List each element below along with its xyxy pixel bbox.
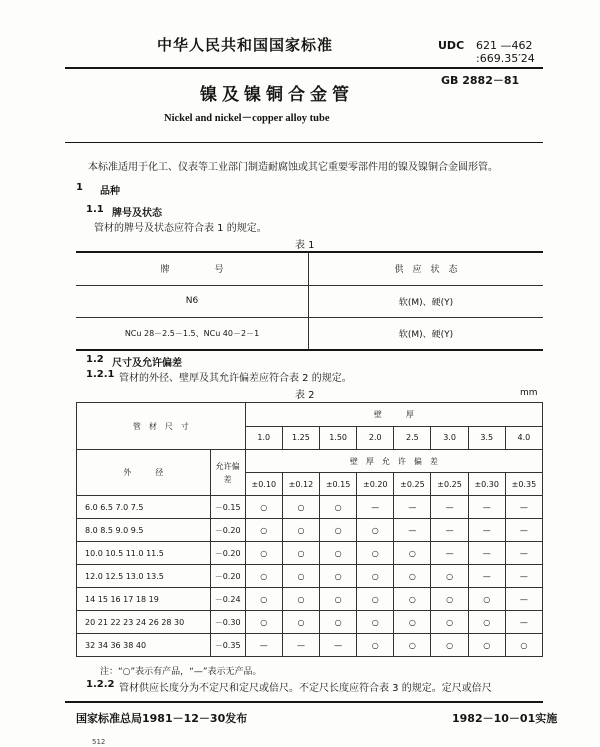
outer-diameter: 8.0 8.5 9.0 9.5 <box>77 519 211 542</box>
outer-diameter: 6.0 6.5 7.0 7.5 <box>77 496 211 519</box>
available-mark: ○ <box>282 542 319 565</box>
unavailable-mark: — <box>468 519 505 542</box>
table1-grade: N6 <box>76 285 309 317</box>
table-row <box>77 611 543 634</box>
unavailable-mark: — <box>320 634 357 657</box>
available-mark: ○ <box>431 611 468 634</box>
note: 注：“○”表示有产品，“—”表示无产品。 <box>100 667 262 677</box>
available-mark: ○ <box>357 565 394 588</box>
allow-header: 允许偏差 <box>210 450 245 496</box>
s1-2-2-text: 管材供应长度分为不定尺和定尺或倍尺。不定尺长度应符合表 3 的规定。定尺或倍尺 <box>119 683 492 694</box>
unavailable-mark: — <box>505 519 542 542</box>
available-mark: ○ <box>357 542 394 565</box>
allowed-deviation: －0.20 <box>210 542 245 565</box>
available-mark: ○ <box>245 496 282 519</box>
available-mark: ○ <box>282 496 319 519</box>
available-mark: ○ <box>245 588 282 611</box>
available-mark: ○ <box>245 519 282 542</box>
available-mark: ○ <box>320 519 357 542</box>
s1-2-1-text: 管材的外径、壁厚及其允许偏差应符合表 2 的规定。 <box>119 373 352 384</box>
available-mark: ○ <box>468 588 505 611</box>
available-mark: ○ <box>320 588 357 611</box>
section1-title: 品种 <box>100 186 120 197</box>
outer-diameter: 14 15 16 17 18 19 <box>77 588 211 611</box>
size-header: 管 材 尺 寸 <box>77 403 246 450</box>
s1-2-num: 1.2 <box>86 354 104 365</box>
tol-header: 壁 厚 允 许 偏 差 <box>245 450 542 473</box>
available-mark: ○ <box>394 611 431 634</box>
available-mark: ○ <box>282 565 319 588</box>
available-mark: ○ <box>282 611 319 634</box>
title-rule <box>65 142 543 143</box>
table-row <box>77 519 543 542</box>
available-mark: ○ <box>245 565 282 588</box>
wall-value: 1.25 <box>282 426 319 450</box>
issued-date: 国家标准总局1981－12－30发布 <box>76 712 248 725</box>
table1-caption: 表 1 <box>295 240 315 251</box>
wall-header: 壁 厚 <box>245 403 542 427</box>
table1-bottom-rule <box>76 349 543 351</box>
table-row <box>77 565 543 588</box>
udc-label: UDC <box>438 39 465 52</box>
footer-rule <box>65 701 543 703</box>
s1-1-num: 1.1 <box>86 204 104 215</box>
table1-state: 软(M)、硬(Y) <box>398 329 454 340</box>
unavailable-mark: — <box>394 519 431 542</box>
table-row <box>77 634 543 657</box>
available-mark: ○ <box>320 496 357 519</box>
table2-unit: mm <box>520 388 538 398</box>
outer-diameter: 20 21 22 23 24 26 28 30 <box>77 611 211 634</box>
intro-text: 本标准适用于化工、仪表等工业部门制造耐腐蚀或其它重要零部件用的镍及镍铜合金圆形管。 <box>88 162 498 173</box>
outer-diameter: 12.0 12.5 13.0 13.5 <box>77 565 211 588</box>
unavailable-mark: — <box>505 588 542 611</box>
unavailable-mark: — <box>505 496 542 519</box>
table-row <box>76 285 543 317</box>
table-row <box>77 588 543 611</box>
tolerance-value: ±0.10 <box>245 473 282 496</box>
unavailable-mark: — <box>505 565 542 588</box>
available-mark: ○ <box>245 542 282 565</box>
tolerance-value: ±0.35 <box>505 473 542 496</box>
available-mark: ○ <box>357 588 394 611</box>
available-mark: ○ <box>320 542 357 565</box>
unavailable-mark: — <box>505 542 542 565</box>
tolerance-value: ±0.20 <box>357 473 394 496</box>
wall-value: 2.0 <box>357 426 394 450</box>
available-mark: ○ <box>245 611 282 634</box>
unavailable-mark: — <box>431 519 468 542</box>
available-mark: ○ <box>357 634 394 657</box>
unavailable-mark: — <box>394 496 431 519</box>
effective-date: 1982－10－01实施 <box>452 712 558 725</box>
table2 <box>76 402 543 657</box>
available-mark: ○ <box>282 519 319 542</box>
available-mark: ○ <box>468 611 505 634</box>
available-mark: ○ <box>394 588 431 611</box>
available-mark: ○ <box>357 611 394 634</box>
available-mark: ○ <box>468 634 505 657</box>
available-mark: ○ <box>394 634 431 657</box>
udc-line2: :669.35′24 <box>476 52 535 65</box>
allowed-deviation: －0.24 <box>210 588 245 611</box>
tolerance-value: ±0.12 <box>282 473 319 496</box>
unavailable-mark: — <box>431 542 468 565</box>
wall-value: 4.0 <box>505 426 542 450</box>
available-mark: ○ <box>505 634 542 657</box>
unavailable-mark: — <box>357 496 394 519</box>
s1-1-text: 管材的牌号及状态应符合表 1 的规定。 <box>94 223 267 234</box>
table-row <box>77 542 543 565</box>
tolerance-value: ±0.15 <box>320 473 357 496</box>
available-mark: ○ <box>431 634 468 657</box>
unavailable-mark: — <box>431 496 468 519</box>
allowed-deviation: －0.30 <box>210 611 245 634</box>
available-mark: ○ <box>320 611 357 634</box>
title-en: Nickel and nickel－copper alloy tube <box>164 113 330 124</box>
tolerance-value: ±0.25 <box>431 473 468 496</box>
available-mark: ○ <box>394 542 431 565</box>
available-mark: ○ <box>320 565 357 588</box>
available-mark: ○ <box>357 519 394 542</box>
s1-2-1-num: 1.2.1 <box>86 369 115 380</box>
wall-value: 2.5 <box>394 426 431 450</box>
title-cn: 镍及镍铜合金管 <box>200 85 354 105</box>
table1 <box>76 253 543 349</box>
outer-diameter: 10.0 10.5 11.0 11.5 <box>77 542 211 565</box>
tolerance-value: ±0.30 <box>468 473 505 496</box>
table1-col-grade: 牌 号 <box>76 253 309 285</box>
table1-state: 软(M)、硬(Y) <box>398 297 454 308</box>
wall-value: 3.0 <box>431 426 468 450</box>
page-number: 512 <box>92 738 106 746</box>
s1-1-title: 牌号及状态 <box>112 208 162 219</box>
wall-value: 3.5 <box>468 426 505 450</box>
tolerance-value: ±0.25 <box>394 473 431 496</box>
od-header: 外 径 <box>77 450 211 496</box>
available-mark: ○ <box>282 588 319 611</box>
available-mark: ○ <box>394 565 431 588</box>
allowed-deviation: －0.15 <box>210 496 245 519</box>
table-row <box>76 317 543 349</box>
s1-2-2-num: 1.2.2 <box>86 679 115 690</box>
table1-col-state: 供 应 状 态 <box>394 265 458 276</box>
udc-line1: 621 —462 <box>476 39 533 52</box>
table-row <box>77 496 543 519</box>
unavailable-mark: — <box>468 542 505 565</box>
table1-grade: NCu 28－2.5－1.5、NCu 40－2－1 <box>76 317 309 349</box>
available-mark: ○ <box>431 565 468 588</box>
unavailable-mark: — <box>245 634 282 657</box>
wall-value: 1.50 <box>320 426 357 450</box>
allowed-deviation: －0.20 <box>210 565 245 588</box>
gb-number: GB 2882－81 <box>441 74 520 87</box>
section1-num: 1 <box>76 182 83 193</box>
available-mark: ○ <box>431 588 468 611</box>
table2-caption: 表 2 <box>295 390 315 401</box>
unavailable-mark: — <box>505 611 542 634</box>
outer-diameter: 32 34 36 38 40 <box>77 634 211 657</box>
s1-2-title: 尺寸及允许偏差 <box>112 358 182 369</box>
allowed-deviation: －0.20 <box>210 519 245 542</box>
wall-value: 1.0 <box>245 426 282 450</box>
unavailable-mark: — <box>282 634 319 657</box>
standard-org: 中华人民共和国国家标准 <box>157 36 334 54</box>
allowed-deviation: －0.35 <box>210 634 245 657</box>
unavailable-mark: — <box>468 565 505 588</box>
unavailable-mark: — <box>468 496 505 519</box>
header-rule <box>65 67 543 69</box>
